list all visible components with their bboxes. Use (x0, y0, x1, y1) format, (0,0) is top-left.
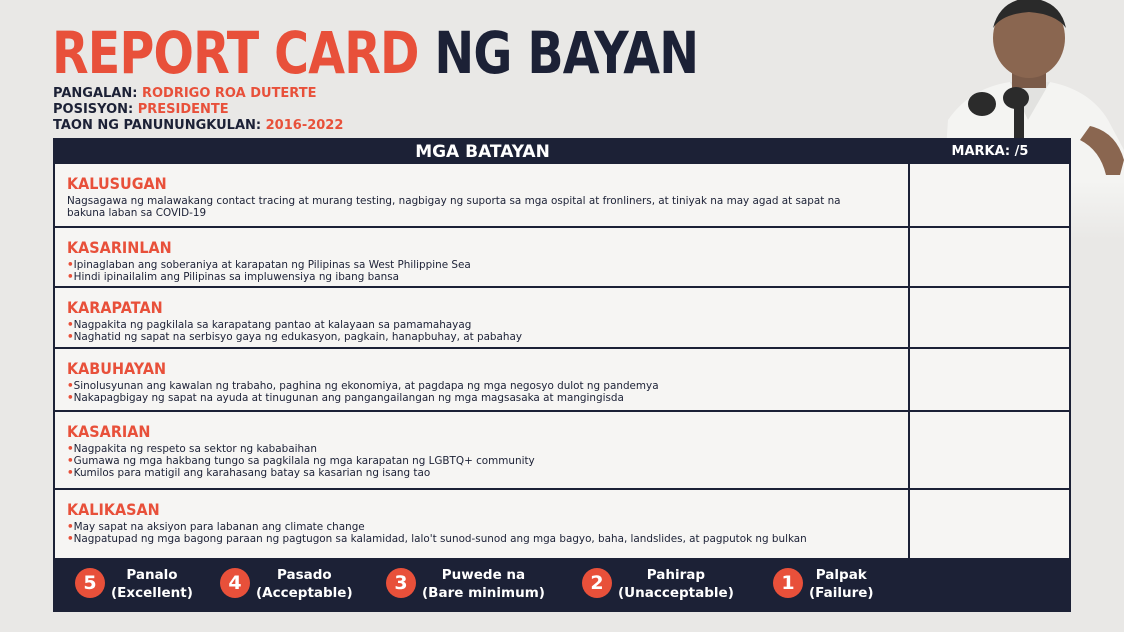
term-value: 2016-2022 (265, 118, 344, 133)
criteria-bullet: •Kumilos para matigil ang karahasang batay sa kasarian ng isang tao (67, 467, 431, 479)
criteria-row-kasarian (55, 412, 1069, 490)
legend-number: 4 (220, 568, 250, 598)
criteria-line: Sinolusyunan ang kawalan ng trabaho, paghina ng ekonomiya, at pagdapa ng mga negosyo dulot ng pandemya (73, 380, 659, 392)
legend-label: Pasado (276, 567, 332, 583)
criteria-title: KABUHAYAN (67, 359, 167, 378)
legend-label: Pahirap (646, 567, 706, 583)
criteria-line: Ipinaglaban ang soberaniya at karapatan ng Pilipinas sa West Philippine Sea (73, 259, 471, 271)
criteria-cell (55, 490, 910, 558)
criteria-bullet: •Hindi ipinailalim ang Pilipinas sa impluwensiya ng ibang bansa (67, 271, 399, 283)
legend-text (111, 566, 193, 602)
criteria-header: MGA BATAYAN (415, 142, 550, 162)
position-value: PRESIDENTE (137, 102, 229, 117)
legend-number: 2 (582, 568, 612, 598)
title-part-1: REPORT CARD (52, 19, 419, 87)
criteria-cell (55, 228, 910, 286)
criteria-bullet: •Nakapagbigay ng sapat na ayuda at tinugunan ang pangangailangan ng mga magsasaka at mangingisda (67, 392, 624, 404)
criteria-bullet: •Nagpatupad ng mga bagong paraan ng pagtugon sa kalamidad, lalo't sunod-sunod ang mga bagyo, baha, landslides, at pagputok ng bulkan (67, 533, 807, 545)
legend-label: Puwede na (441, 567, 526, 583)
criteria-title: KALIKASAN (67, 500, 160, 519)
criteria-line: Nagsagawa ng malawakang contact tracing at murang testing, nagbigay ng suporta sa mga ospital at fronliners, at tiniyak na may agad at sapat na bakuna laban sa COVID-19 (67, 195, 841, 219)
legend-item-5 (75, 566, 205, 602)
position-label: POSISYON: (53, 102, 134, 117)
criteria-line: Nagpatupad ng mga bagong paraan ng pagtugon sa kalamidad, lalo't sunod-sunod ang mga bagyo, baha, landslides, at pagputok ng bulkan (73, 533, 807, 545)
name-value: RODRIGO ROA DUTERTE (141, 86, 317, 101)
criteria-line: Naghatid ng sapat na serbisyo gaya ng edukasyon, pagkain, hanapbuhay, at pabahay (73, 331, 523, 343)
criteria-bullet: •Nagpakita ng respeto sa sektor ng kababaihan (67, 443, 318, 455)
name-label: PANGALAN: (53, 86, 138, 101)
criteria-cell (55, 164, 910, 226)
criteria-line: Nakapagbigay ng sapat na ayuda at tinugunan ang pangangailangan ng mga magsasaka at mangingisda (73, 392, 624, 404)
criteria-line: Nagpakita ng respeto sa sektor ng kababaihan (73, 443, 318, 455)
legend-desc: (Unacceptable) (618, 585, 734, 601)
criteria-title: KASARIAN (67, 422, 151, 441)
legend-number: 5 (75, 568, 105, 598)
legend-number: 3 (386, 568, 416, 598)
criteria-title: KARAPATAN (67, 298, 163, 317)
criteria-line: Nagpakita ng pagkilala sa karapatang pantao at kalayaan sa pamamahayag (73, 319, 472, 331)
report-card-table (53, 138, 1071, 612)
criteria-line: Hindi ipinailalim ang Pilipinas sa impluwensiya ng ibang bansa (73, 271, 399, 283)
criteria-title: KALUSUGAN (67, 174, 167, 193)
criteria-title: KASARINLAN (67, 238, 172, 257)
legend-item-1 (773, 566, 893, 602)
title-part-2: NG BAYAN (434, 19, 699, 87)
legend-item-3 (386, 566, 556, 602)
criteria-line: Gumawa ng mga hakbang tungo sa pagkilala ng mga karapatan ng LGBTQ+ community (73, 455, 535, 467)
legend-desc: (Acceptable) (256, 585, 353, 601)
position-line (53, 102, 229, 117)
criteria-row-kasarinlan (55, 228, 1069, 288)
legend-desc: (Excellent) (111, 585, 193, 601)
criteria-cell (55, 349, 910, 410)
criteria-bullet: •Naghatid ng sapat na serbisyo gaya ng edukasyon, pagkain, hanapbuhay, at pabahay (67, 331, 523, 343)
legend-text (256, 566, 353, 602)
criteria-bullet: •Sinolusyunan ang kawalan ng trabaho, paghina ng ekonomiya, at pagdapa ng mga negosyo dulot ng pandemya (67, 380, 659, 392)
criteria-bullet: •May sapat na aksiyon para labanan ang climate change (67, 521, 365, 533)
criteria-bullet: •Gumawa ng mga hakbang tungo sa pagkilala ng mga karapatan ng LGBTQ+ community (67, 455, 535, 467)
criteria-cell (55, 412, 910, 488)
legend-label: Palpak (815, 567, 867, 583)
criteria-line: May sapat na aksiyon para labanan ang climate change (73, 521, 365, 533)
table-header (55, 140, 1069, 164)
page-title (52, 19, 699, 87)
legend-text (422, 566, 545, 602)
criteria-row-kalusugan (55, 164, 1069, 228)
legend-item-4 (220, 566, 360, 602)
criteria-row-karapatan (55, 288, 1069, 349)
legend-label: Panalo (126, 567, 178, 583)
name-line (53, 86, 317, 101)
criteria-row-kalikasan (55, 490, 1069, 558)
legend-number: 1 (773, 568, 803, 598)
legend-desc: (Failure) (809, 585, 874, 601)
criteria-cell (55, 288, 910, 347)
score-header: MARKA: /5 (951, 144, 1029, 159)
legend-text (809, 566, 874, 602)
legend-desc: (Bare minimum) (422, 585, 545, 601)
criteria-row-kabuhayan (55, 349, 1069, 412)
criteria-bullet: •Nagpakita ng pagkilala sa karapatang pantao at kalayaan sa pamamahayag (67, 319, 472, 331)
criteria-bullet: •Ipinaglaban ang soberaniya at karapatan ng Pilipinas sa West Philippine Sea (67, 259, 471, 271)
term-line (53, 118, 343, 133)
term-label: TAON NG PANUNUNGKULAN: (53, 118, 262, 133)
legend-text (618, 566, 734, 602)
criteria-line: Kumilos para matigil ang karahasang batay sa kasarian ng isang tao (73, 467, 431, 479)
grading-legend (55, 558, 1069, 610)
legend-item-2 (582, 566, 752, 602)
